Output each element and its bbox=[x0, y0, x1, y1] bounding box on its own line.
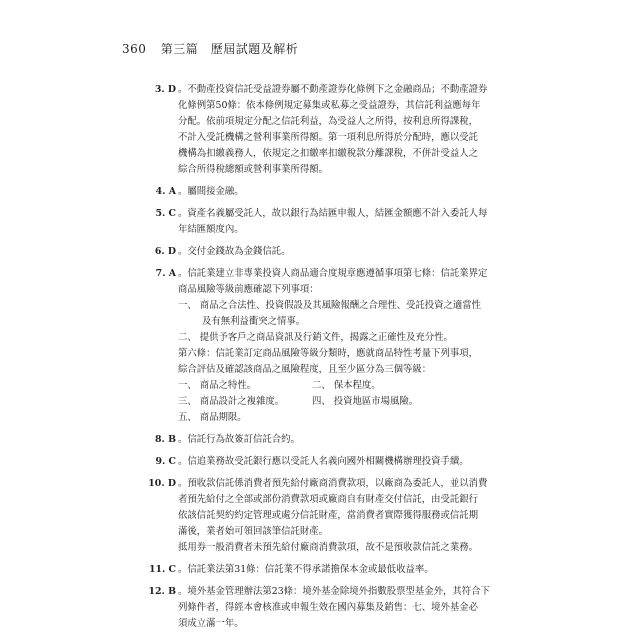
text-line: 。信託行為故簽訂信託合約。 bbox=[178, 434, 300, 445]
text-line: 。不動產投資信託受益證券屬不動產證券化條例下之金融商品；不動產證券 bbox=[178, 84, 488, 95]
text-line: 依該信託契約約定管理或處分信託財產，當消費者實際獲得服務或信託期 bbox=[178, 510, 479, 521]
criteria-row bbox=[178, 410, 523, 426]
criteria-row bbox=[178, 394, 523, 410]
answer-explanation bbox=[178, 266, 523, 426]
answer-explanation bbox=[178, 206, 523, 238]
text-line: 。資產名義屬受託人，故以銀行為結匯申報人，結匯金額應不計入委託人每 bbox=[178, 208, 488, 219]
text-line: 。預收款信託係消費者預先給付廠商消費款項，以廠商為委託人，並以消費 bbox=[178, 478, 488, 489]
answer-item-10 bbox=[148, 476, 523, 556]
answer-item-9 bbox=[148, 454, 523, 470]
criteria-item: 四、 投資地區市場風險。 bbox=[312, 396, 419, 407]
text-line: 須成立滿一年。 bbox=[178, 618, 244, 629]
sub-item-continuation: 及有無利益衝突之情事。 bbox=[202, 316, 306, 327]
answer-explanation bbox=[178, 562, 523, 578]
text-line: 。屬間接金融。 bbox=[178, 186, 244, 197]
text-line: 年結匯額度內。 bbox=[178, 224, 244, 235]
page-header bbox=[122, 40, 298, 57]
answer-item-3 bbox=[148, 82, 523, 178]
text-line: 第六條：信託業訂定商品風險等級分類時，應就商品特性考量下列事項， bbox=[178, 348, 479, 359]
answer-explanation bbox=[178, 476, 523, 556]
answer-item-7 bbox=[148, 266, 523, 426]
text-line: 。信託業法第31條：信託業不得承諾擔保本金或最低收益率。 bbox=[178, 564, 434, 575]
answer-label: 7. A bbox=[155, 268, 176, 279]
section-title: 第三篇 歷屆試題及解析 bbox=[160, 42, 299, 56]
text-line: 不計入受託機構之營利事業所得額。第一項利息所得於分配時，應以受託 bbox=[178, 132, 479, 143]
text-line: 綜合評估及確認該商品之風險程度，且至少區分為三個等級： bbox=[178, 364, 432, 375]
answer-explanation bbox=[178, 184, 523, 200]
answer-explanation bbox=[178, 244, 523, 260]
answer-label: 9. C bbox=[155, 456, 176, 467]
answer-list bbox=[148, 82, 523, 638]
text-line: 商品風險等級前應確認下列事項： bbox=[178, 284, 319, 295]
answer-explanation bbox=[178, 82, 523, 178]
text-line: 。境外基金管理辦法第23條：境外基金除境外指數股票型基金外，其符合下 bbox=[178, 586, 490, 597]
page-number: 360 bbox=[122, 42, 147, 56]
answer-item-12 bbox=[148, 584, 523, 632]
text-line: 機構為扣繳義務人，依規定之扣繳率扣繳稅款分離課稅，不併計受益人之 bbox=[178, 148, 479, 159]
text-line: 者預先給付之全部或部份消費款項或廠商自有財產交付信託，由受託銀行 bbox=[178, 494, 479, 505]
answer-item-4 bbox=[148, 184, 523, 200]
answer-label: 10. D bbox=[148, 478, 176, 489]
text-line: 綜合所得稅總額或營利事業所得額。 bbox=[178, 164, 329, 175]
text-line: 化條例第50條：依本條例規定募集或私募之受益證券，其信託利益應每年 bbox=[178, 100, 481, 111]
text-line: 。信託業建立非專業投資人商品適合度規章應遵循事項第七條：信託業界定 bbox=[178, 268, 488, 279]
answer-explanation bbox=[178, 454, 523, 470]
text-line: 列條件者，得經本會核准或申報生效在國內募集及銷售：七、境外基金必 bbox=[178, 602, 479, 613]
criteria-item: 一、 商品之特性。 bbox=[178, 380, 256, 391]
criteria-item: 三、 商品設計之複雜度。 bbox=[178, 396, 285, 407]
answer-label: 4. A bbox=[155, 186, 176, 197]
criteria-item: 二、 保本程度。 bbox=[312, 380, 381, 391]
answer-label: 5. C bbox=[155, 208, 176, 219]
answer-explanation bbox=[178, 432, 523, 448]
answer-item-5 bbox=[148, 206, 523, 238]
answer-item-11 bbox=[148, 562, 523, 578]
answer-label: 12. B bbox=[148, 586, 176, 597]
text-line: 。交付金錢故為金錢信託。 bbox=[178, 246, 291, 257]
answer-explanation bbox=[178, 584, 523, 632]
answer-label: 8. B bbox=[155, 434, 176, 445]
answer-item-8 bbox=[148, 432, 523, 448]
answer-item-6 bbox=[148, 244, 523, 260]
sub-item: 一、 商品之合法性、投資假設及其風險報酬之合理性、受託投資之適當性 bbox=[178, 300, 481, 311]
text-line: 。信追業務故受託銀行應以受託人名義向國外相關機構辦理投資手續。 bbox=[178, 456, 469, 467]
text-line: 滿後，業者始可領回該筆信託財產。 bbox=[178, 526, 329, 537]
text-line: 分配。依前項規定分配之信託利益，為受益人之所得，按利息所得課稅， bbox=[178, 116, 479, 127]
criteria-row bbox=[178, 378, 523, 394]
criteria-item: 五、 商品期限。 bbox=[178, 412, 247, 423]
answer-label: 3. D bbox=[154, 84, 176, 95]
answer-label: 11. C bbox=[148, 564, 176, 575]
sub-item: 二、 提供予客戶之商品資訊及行銷文件，揭露之正確性及充分性。 bbox=[178, 332, 453, 343]
answer-label: 6. D bbox=[154, 246, 176, 257]
text-line: 抵用券一般消費者未預先給付廠商消費款項，故不是預收款信託之業務。 bbox=[178, 542, 479, 553]
